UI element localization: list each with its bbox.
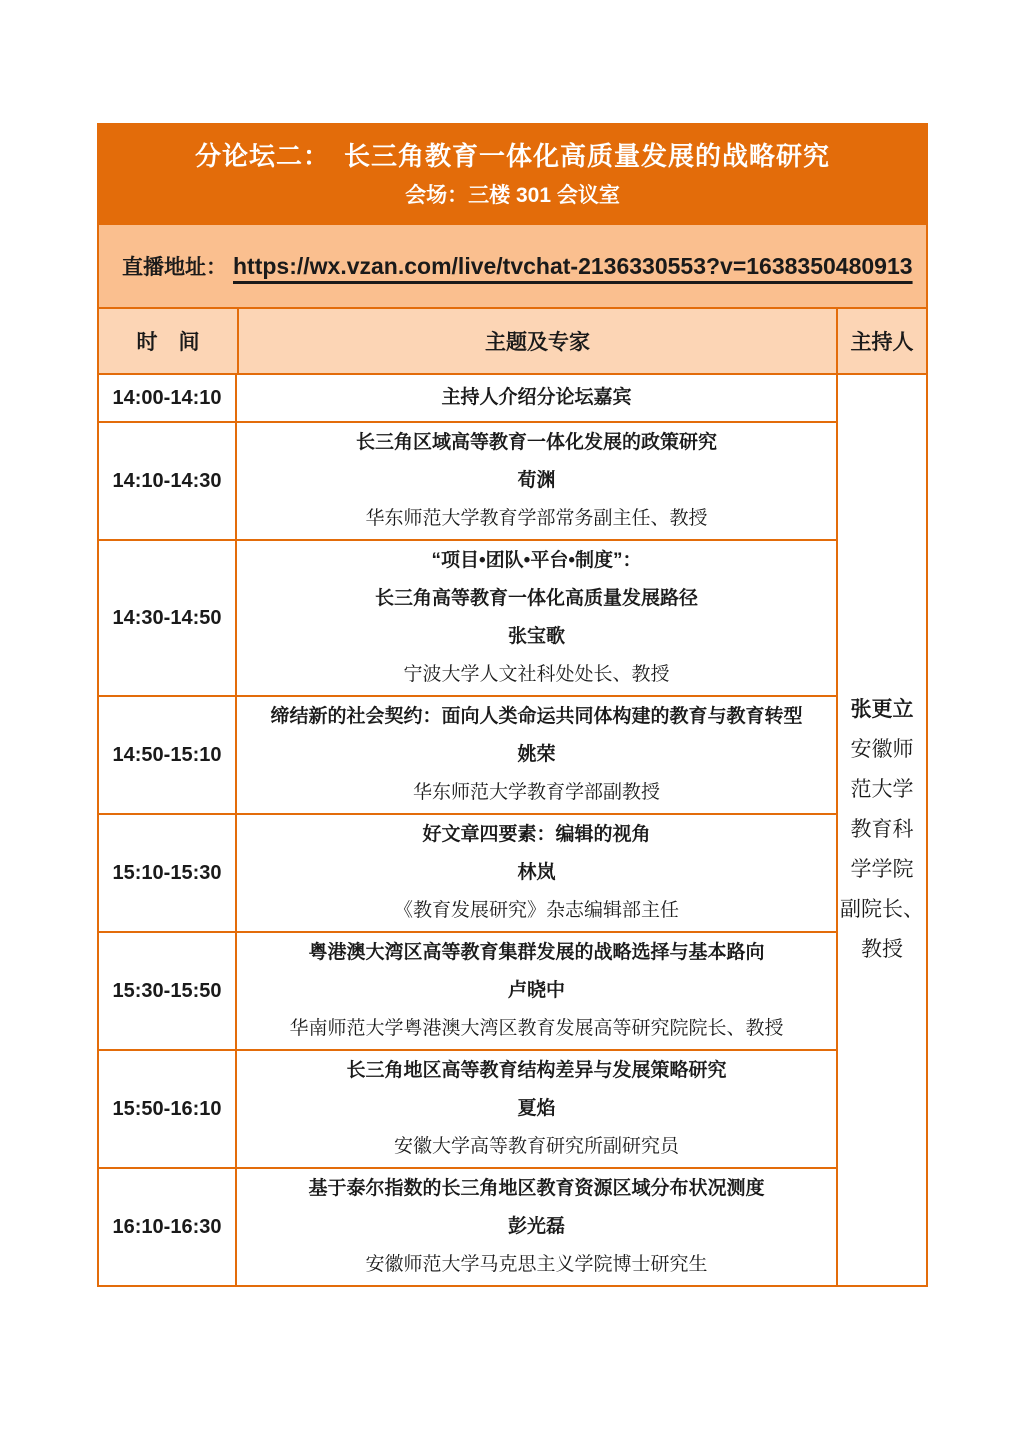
topic-cell <box>237 375 836 421</box>
host-cell <box>836 375 926 1285</box>
time-cell: 14:30-14:50 <box>99 541 237 695</box>
speaker-line: 卢晓中 <box>507 980 565 1001</box>
speaker-line: 荀渊 <box>517 470 556 491</box>
speaker-line: 彭光磊 <box>507 1216 565 1237</box>
speaker-line: 姚荣 <box>517 744 556 765</box>
host-affiliation-line: 安徽师 <box>850 738 914 761</box>
affiliation-line: 华东师范大学教育学部常务副主任、教授 <box>365 508 708 529</box>
session-line: 主持人介绍分论坛嘉宾 <box>441 387 632 408</box>
topic-cell <box>237 815 836 931</box>
page-title: 分论坛二： 长三角教育一体化高质量发展的战略研究 <box>194 141 830 171</box>
table-row <box>99 1049 836 1167</box>
topic-cell <box>237 1169 836 1285</box>
host-affiliation-line: 教育科 <box>850 818 914 841</box>
topic-cell <box>237 933 836 1049</box>
topic-line: 缔结新的社会契约：面向人类命运共同体构建的教育与教育转型 <box>270 706 803 727</box>
table-body <box>99 373 926 1285</box>
column-header-topic: 主题及专家 <box>485 331 590 354</box>
topic-line: 长三角高等教育一体化高质量发展路径 <box>374 588 698 609</box>
topic-cell <box>237 423 836 539</box>
time-cell: 14:50-15:10 <box>99 697 237 813</box>
time-cell: 15:30-15:50 <box>99 933 237 1049</box>
stream-url-link[interactable]: https://wx.vzan.com/live/tvchat-2136330553?v=1638350480913 <box>233 252 913 279</box>
speaker-line: 林岚 <box>517 862 556 883</box>
affiliation-line: 华南师范大学粤港澳大湾区教育发展高等研究院院长、教授 <box>289 1018 784 1039</box>
host-affiliation-line: 学学院 <box>850 858 914 881</box>
table-row <box>99 1167 836 1285</box>
column-header-time: 时 间 <box>99 309 239 373</box>
table-row <box>99 539 836 695</box>
topic-cell <box>237 697 836 813</box>
time-cell: 14:00-14:10 <box>99 375 237 421</box>
affiliation-line: 宁波大学人文社科处处长、教授 <box>403 664 670 685</box>
topic-line: 长三角区域高等教育一体化发展的政策研究 <box>355 432 717 453</box>
host-affiliation <box>840 730 924 970</box>
topic-line: “项目•团队•平台•制度”： <box>431 550 642 571</box>
table-row <box>99 421 836 539</box>
time-cell: 15:10-15:30 <box>99 815 237 931</box>
topic-line: 好文章四要素：编辑的视角 <box>422 824 651 845</box>
agenda-rows <box>99 375 836 1285</box>
venue-subtitle: 会场：三楼 301 会议室 <box>405 184 620 207</box>
topic-cell <box>237 541 836 695</box>
host-affiliation-line: 副院长、 <box>840 898 924 921</box>
time-cell: 15:50-16:10 <box>99 1051 237 1167</box>
table-header-row <box>99 307 926 373</box>
column-header-host: 主持人 <box>836 309 926 373</box>
affiliation-line: 《教育发展研究》杂志编辑部主任 <box>393 900 679 921</box>
topic-line: 粤港澳大湾区高等教育集群发展的战略选择与基本路向 <box>308 942 765 963</box>
topic-line: 长三角地区高等教育结构差异与发展策略研究 <box>346 1060 727 1081</box>
topic-line: 基于泰尔指数的长三角地区教育资源区域分布状况测度 <box>308 1178 765 1199</box>
host-affiliation-line: 范大学 <box>850 778 914 801</box>
host-affiliation-line: 教授 <box>861 938 903 961</box>
speaker-line: 夏焰 <box>517 1098 556 1119</box>
host-name: 张更立 <box>850 698 914 721</box>
table-row <box>99 931 836 1049</box>
affiliation-line: 安徽师范大学马克思主义学院博士研究生 <box>365 1254 708 1275</box>
affiliation-line: 安徽大学高等教育研究所副研究员 <box>393 1136 679 1157</box>
table-row <box>99 375 836 421</box>
topic-cell <box>237 1051 836 1167</box>
affiliation-line: 华东师范大学教育学部副教授 <box>412 782 660 803</box>
table-row <box>99 813 836 931</box>
speaker-line: 张宝歌 <box>507 626 565 647</box>
table-row <box>99 695 836 813</box>
stream-label: 直播地址： <box>122 256 227 279</box>
stream-band <box>99 225 926 307</box>
time-cell: 14:10-14:30 <box>99 423 237 539</box>
time-cell: 16:10-16:30 <box>99 1169 237 1285</box>
title-band <box>99 125 926 225</box>
forum-program-table <box>97 123 928 1287</box>
